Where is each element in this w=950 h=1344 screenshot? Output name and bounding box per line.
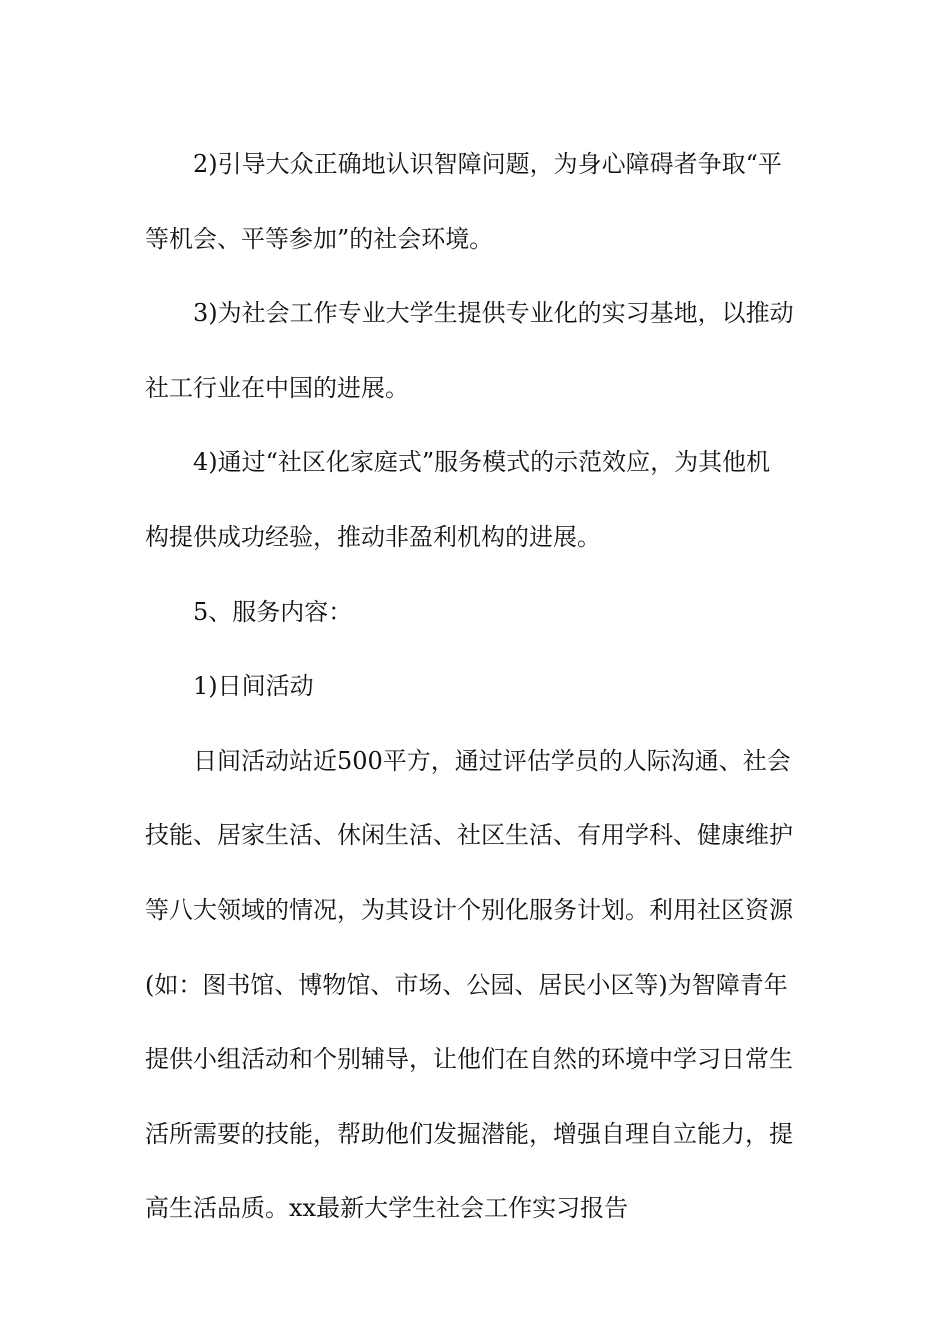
paragraph-line: 社工行业在中国的进展。: [145, 373, 409, 402]
paragraph-day-activity: [145, 724, 805, 1246]
paragraph-line: 等八大领域的情况，为其设计个别化服务计划。利用社区资源: [145, 895, 793, 924]
paragraph-item-2: [145, 127, 805, 276]
paragraph-line: 提供小组活动和个别辅导，让他们在自然的环境中学习日常生: [145, 1045, 793, 1074]
paragraph-line: 技能、居家生活、休闲生活、社区生活、有用学科、健康维护: [145, 821, 793, 850]
paragraph-line: 日间活动站近500平方，通过评估学员的人际沟通、社会: [193, 746, 791, 775]
section-heading-service-content: [145, 575, 805, 650]
paragraph-line: 2)引导大众正确地认识智障问题，为身心障碍者争取“平: [193, 150, 782, 178]
paragraph-line: (如：图书馆、博物馆、市场、公园、居民小区等)为智障青年: [145, 970, 788, 999]
paragraph-line: 4)通过“社区化家庭式”服务模式的示范效应，为其他机: [193, 448, 771, 477]
paragraph-line: 高生活品质。xx最新大学生社会工作实习报告: [145, 1194, 629, 1223]
paragraph-item-4: [145, 425, 805, 574]
paragraph-line: 构提供成功经验，推动非盈利机构的进展。: [145, 522, 601, 551]
paragraph-line: 3)为社会工作专业大学生提供专业化的实习基地，以推动: [193, 299, 794, 328]
paragraph-line: 等机会、平等参加”的社会环境。: [145, 224, 494, 253]
paragraph-item-3: [145, 276, 805, 425]
subsection-heading-day-activity: [145, 649, 805, 724]
paragraph-line: 活所需要的技能，帮助他们发掘潜能，增强自理自立能力，提: [145, 1119, 793, 1148]
section-heading: 5、服务内容：: [193, 597, 353, 626]
subsection-heading: 1)日间活动: [193, 672, 314, 701]
document-body: [145, 127, 805, 1246]
